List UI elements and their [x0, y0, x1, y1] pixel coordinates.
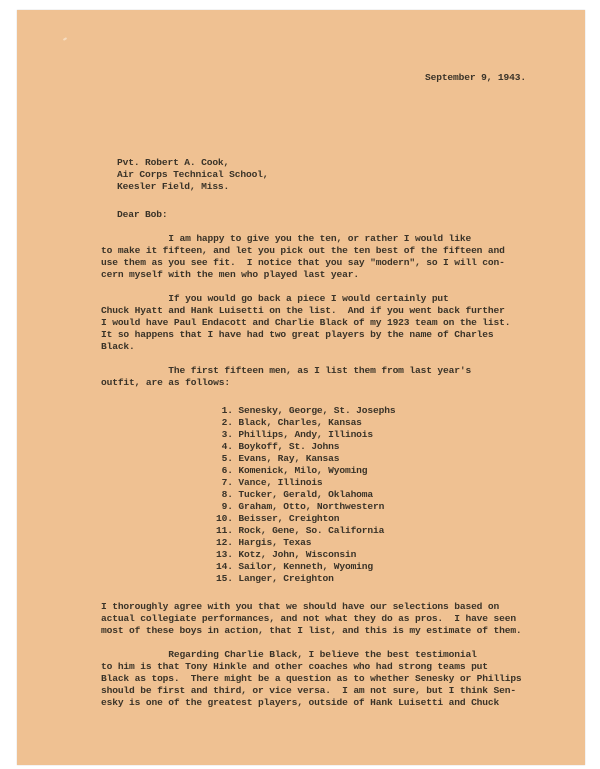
paragraph-line: most of these boys in action, that I list, and this is my estimate of them. — [101, 625, 522, 636]
address-line: Pvt. Robert A. Cook, — [117, 157, 230, 168]
player-list-item: 9. Graham, Otto, Northwestern — [216, 501, 385, 512]
address-line: Keesler Field, Miss. — [117, 181, 230, 192]
paragraph-line: esky is one of the greatest players, outside of Hank Luisetti and Chuck — [101, 697, 500, 708]
player-list-item: 15. Langer, Creighton — [216, 573, 334, 584]
paragraph-line: It so happens that I have had two great players by the name of Charles — [101, 329, 494, 340]
paragraph-line: to make it fifteen, and let you pick out the ten best of the fifteen and — [101, 245, 505, 256]
paragraph-line: outfit, are as follows: — [101, 377, 230, 388]
paragraph-line: The first fifteen men, as I list them from last year's — [101, 365, 472, 376]
paragraph-line: should be first and third, or vice versa. I am not sure, but I think Sen- — [101, 685, 516, 696]
paragraph-line: I am happy to give you the ten, or rather I would like — [101, 233, 472, 244]
player-list-item: 4. Boykoff, St. Johns — [216, 441, 340, 452]
address-line: Air Corps Technical School, — [117, 169, 269, 180]
player-list-item: 10. Beisser, Creighton — [216, 513, 340, 524]
paragraph-line: I thoroughly agree with you that we should have our selections based on — [101, 601, 500, 612]
salutation: Dear Bob: — [117, 209, 168, 220]
paragraph-line: cern myself with the men who played last year. — [101, 269, 359, 280]
player-list-item: 11. Rock, Gene, So. California — [216, 525, 385, 536]
player-list-item: 3. Phillips, Andy, Illinois — [216, 429, 374, 440]
paragraph-line: use them as you see fit. I notice that you say "modern", so I will con- — [101, 257, 505, 268]
player-list-item: 5. Evans, Ray, Kansas — [216, 453, 340, 464]
paragraph-line: Black as tops. There might be a question as to whether Senesky or Phillips — [101, 673, 522, 684]
paragraph-line: Chuck Hyatt and Hank Luisetti on the list. And if you went back further — [101, 305, 505, 316]
paper-speck — [63, 37, 67, 41]
paragraph-line: Regarding Charlie Black, I believe the best testimonial — [101, 649, 477, 660]
player-list-item: 8. Tucker, Gerald, Oklahoma — [216, 489, 374, 500]
player-list-item: 1. Senesky, George, St. Josephs — [216, 405, 396, 416]
player-list-item: 2. Black, Charles, Kansas — [216, 417, 362, 428]
letter-date: September 9, 1943. — [425, 72, 526, 83]
player-list-item: 7. Vance, Illinois — [216, 477, 323, 488]
player-list-item: 6. Komenick, Milo, Wyoming — [216, 465, 368, 476]
player-list-item: 14. Sailor, Kenneth, Wyoming — [216, 561, 374, 572]
player-list-item: 12. Hargis, Texas — [216, 537, 312, 548]
paragraph-line: Black. — [101, 341, 135, 352]
paragraph-line: actual collegiate performances, and not what they do as pros. I have seen — [101, 613, 516, 624]
paragraph-line: I would have Paul Endacott and Charlie Black of my 1923 team on the list. — [101, 317, 511, 328]
letter-page — [17, 10, 585, 765]
paragraph-line: If you would go back a piece I would certainly put — [101, 293, 449, 304]
player-list-item: 13. Kotz, John, Wisconsin — [216, 549, 357, 560]
paragraph-line: to him is that Tony Hinkle and other coaches who had strong teams put — [101, 661, 488, 672]
